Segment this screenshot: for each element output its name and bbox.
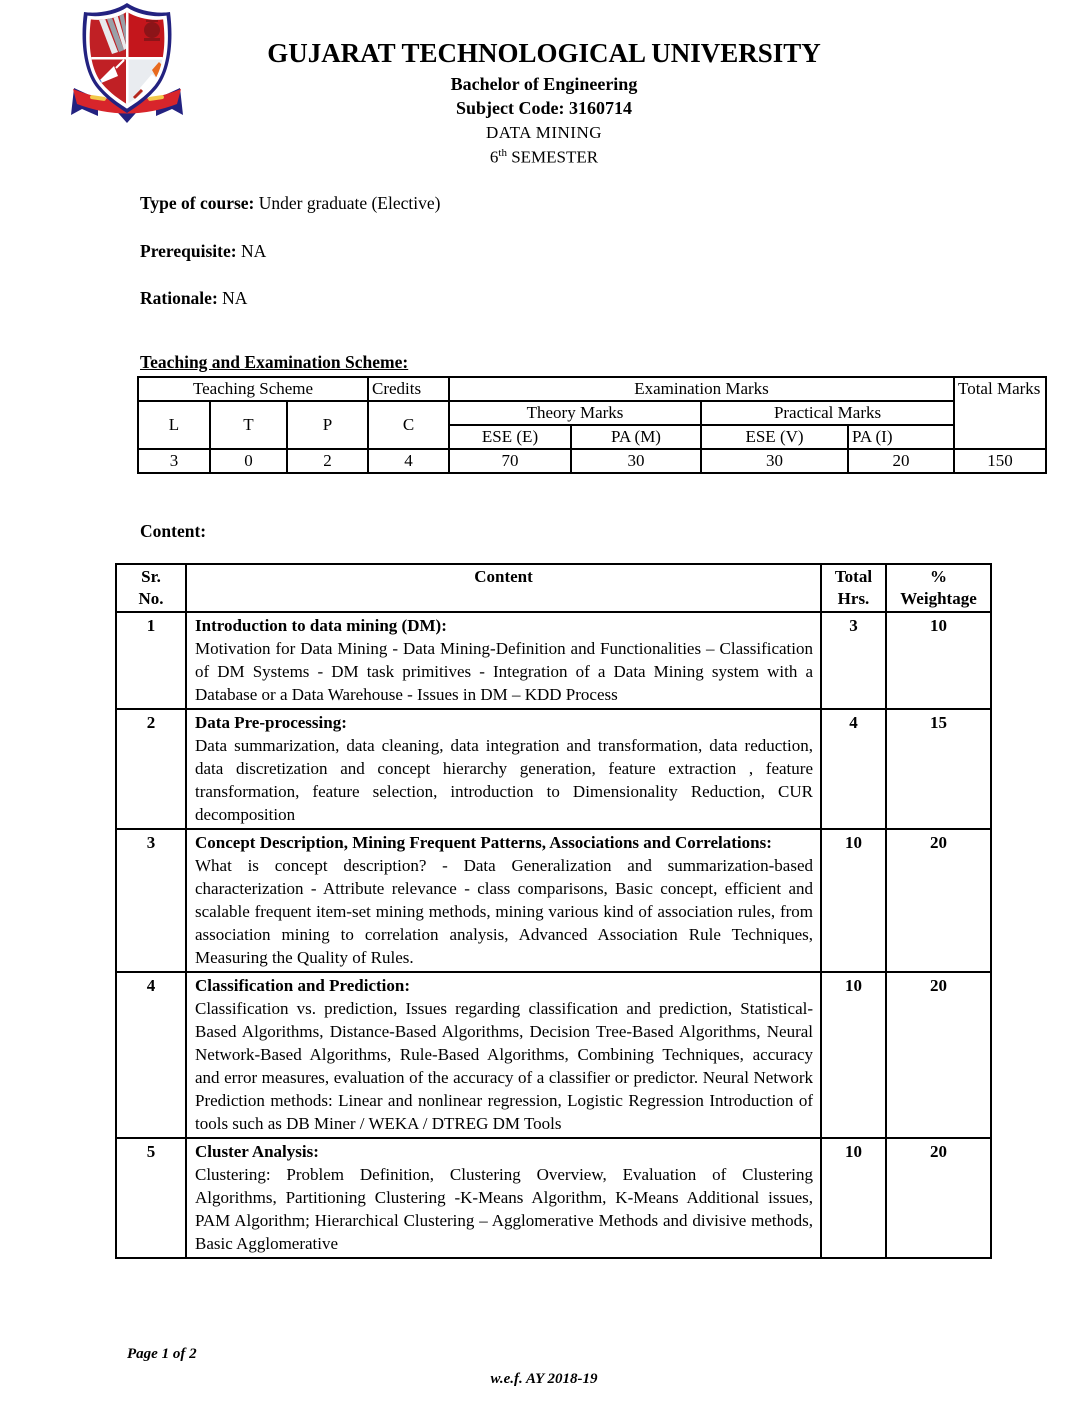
row-number: 4	[116, 972, 186, 1138]
credits-header: Credits	[368, 377, 449, 401]
weightage-value: 20	[886, 829, 991, 972]
row-content	[186, 1138, 821, 1258]
sub-header-pa-i: PA (I)	[848, 425, 954, 449]
type-of-course-line	[140, 193, 1048, 214]
content-heading: Content:	[140, 520, 207, 541]
rationale-line	[140, 288, 1048, 309]
sub-header-pa-m: PA (M)	[571, 425, 701, 449]
scheme-value-ese-v: 30	[701, 449, 848, 473]
type-of-course-value: Under graduate (Elective)	[254, 192, 441, 213]
shield-icon	[66, 2, 188, 126]
semester-line: 6th SEMESTER	[489, 147, 599, 167]
gtu-logo	[66, 2, 188, 126]
prerequisite-value: NA	[236, 240, 267, 261]
row-body: Clustering: Problem Definition, Clustering Overview, Evaluation of Clustering Algorithms, Partitioning Clustering -K-Means Algorithm, K-Means Additional issues, PAM Algorithm; Hierarchical Clustering – Agglomerative Methods and divisive methods, Basic Agglomerative	[195, 1164, 813, 1253]
scheme-value-t: 0	[210, 449, 287, 473]
rationale-label: Rationale:	[140, 287, 218, 308]
row-content	[186, 972, 821, 1138]
scheme-values-row	[138, 449, 1046, 473]
row-body: Classification vs. prediction, Issues regarding classification and prediction, Statistical-Based Algorithms, Distance-Based Algorithms, Decision Tree-Based Algorithms, Neural Network-Based Algorithms, Rule-Based Algorithms, Combining Techniques, accuracy and error measures, evaluation of the accuracy of a classifier or predictor. Neural Network Prediction methods: Linear and nonlinear regression, Logistic Regression Introduction of tools such as DB Miner / WEKA / DTREG DM Tools	[195, 998, 813, 1133]
scheme-value-l: 3	[138, 449, 210, 473]
weightage-value: 20	[886, 972, 991, 1138]
rationale-value: NA	[217, 287, 248, 308]
footer-wef-note: w.e.f. AY 2018-19	[490, 1371, 598, 1387]
row-title: Classification and Prediction:	[195, 975, 411, 995]
row-number: 5	[116, 1138, 186, 1258]
theory-marks-header: Theory Marks	[449, 401, 701, 425]
col-header-c: C	[368, 401, 449, 449]
weightage-value: 20	[886, 1138, 991, 1258]
content-table	[115, 563, 992, 1259]
teaching-scheme-header: Teaching Scheme	[138, 377, 368, 401]
col-header-p: P	[287, 401, 368, 449]
scheme-value-pa-m: 30	[571, 449, 701, 473]
type-of-course-label: Type of course:	[140, 192, 255, 213]
scheme-value-p: 2	[287, 449, 368, 473]
sub-header-ese-v: ESE (V)	[701, 425, 848, 449]
weightage-value: 10	[886, 612, 991, 709]
scheme-heading: Teaching and Examination Scheme:	[140, 351, 409, 372]
table-row	[116, 1138, 991, 1258]
subject-name: DATA MINING	[485, 123, 603, 142]
row-content	[186, 612, 821, 709]
footer-page-number: Page 1 of 2	[127, 1346, 197, 1362]
col-header-sr-no: Sr. No.	[116, 564, 186, 612]
table-row	[116, 612, 991, 709]
row-body: Motivation for Data Mining - Data Mining-Definition and Functionalities – Classification of DM Systems - DM task primitives - Integration of a Data Mining system with a Database or a Data Warehouse - Issues in DM – KDD Process	[195, 638, 813, 704]
prerequisite-line	[140, 241, 1048, 262]
table-row	[116, 709, 991, 829]
col-header-weightage: % Weightage	[886, 564, 991, 612]
row-title: Cluster Analysis:	[195, 1141, 319, 1161]
row-content	[186, 709, 821, 829]
scheme-value-ese-e: 70	[449, 449, 571, 473]
row-title: Data Pre-processing:	[195, 712, 347, 732]
row-title: Concept Description, Mining Frequent Patterns, Associations and Correlations:	[195, 832, 772, 852]
col-header-l: L	[138, 401, 210, 449]
row-body: Data summarization, data cleaning, data integration and transformation, data reduction, data discretization and concept hierarchy generation, feature extraction , feature transformation, feature selection, introduction to Dimensionality Reduction, CUR decomposition	[195, 735, 813, 824]
scheme-table	[137, 376, 1047, 474]
col-header-t: T	[210, 401, 287, 449]
weightage-value: 15	[886, 709, 991, 829]
total-hrs-value: 4	[821, 709, 886, 829]
sub-header-ese-e: ESE (E)	[449, 425, 571, 449]
scheme-value-total: 150	[954, 449, 1046, 473]
row-content	[186, 829, 821, 972]
course-meta	[140, 193, 1048, 309]
table-row	[116, 829, 991, 972]
row-body: What is concept description? - Data Generalization and summarization-based characterization - Attribute relevance - class comparisons, Basic concept, efficient and scalable frequent item-set mining methods, mining various kind of association rules, from association mining to correlation analysis, Advanced Association Rule Techniques, Measuring the Quality of Rules.	[195, 855, 813, 967]
col-header-content: Content	[186, 564, 821, 612]
university-title: GUJARAT TECHNOLOGICAL UNIVERSITY	[267, 38, 821, 68]
prerequisite-label: Prerequisite:	[140, 240, 237, 261]
row-title: Introduction to data mining (DM):	[195, 615, 447, 635]
row-number: 2	[116, 709, 186, 829]
total-hrs-value: 10	[821, 829, 886, 972]
table-row	[116, 972, 991, 1138]
practical-marks-header: Practical Marks	[701, 401, 954, 425]
degree-line: Bachelor of Engineering	[450, 74, 638, 94]
total-marks-header: Total Marks	[954, 377, 1046, 449]
total-hrs-value: 3	[821, 612, 886, 709]
row-number: 3	[116, 829, 186, 972]
content-header-row	[116, 564, 991, 612]
row-number: 1	[116, 612, 186, 709]
scheme-value-c: 4	[368, 449, 449, 473]
subject-code: Subject Code: 3160714	[456, 98, 632, 118]
scheme-value-pa-i: 20	[848, 449, 954, 473]
col-header-total-hrs: Total Hrs.	[821, 564, 886, 612]
total-hrs-value: 10	[821, 972, 886, 1138]
examination-marks-header: Examination Marks	[449, 377, 954, 401]
total-hrs-value: 10	[821, 1138, 886, 1258]
